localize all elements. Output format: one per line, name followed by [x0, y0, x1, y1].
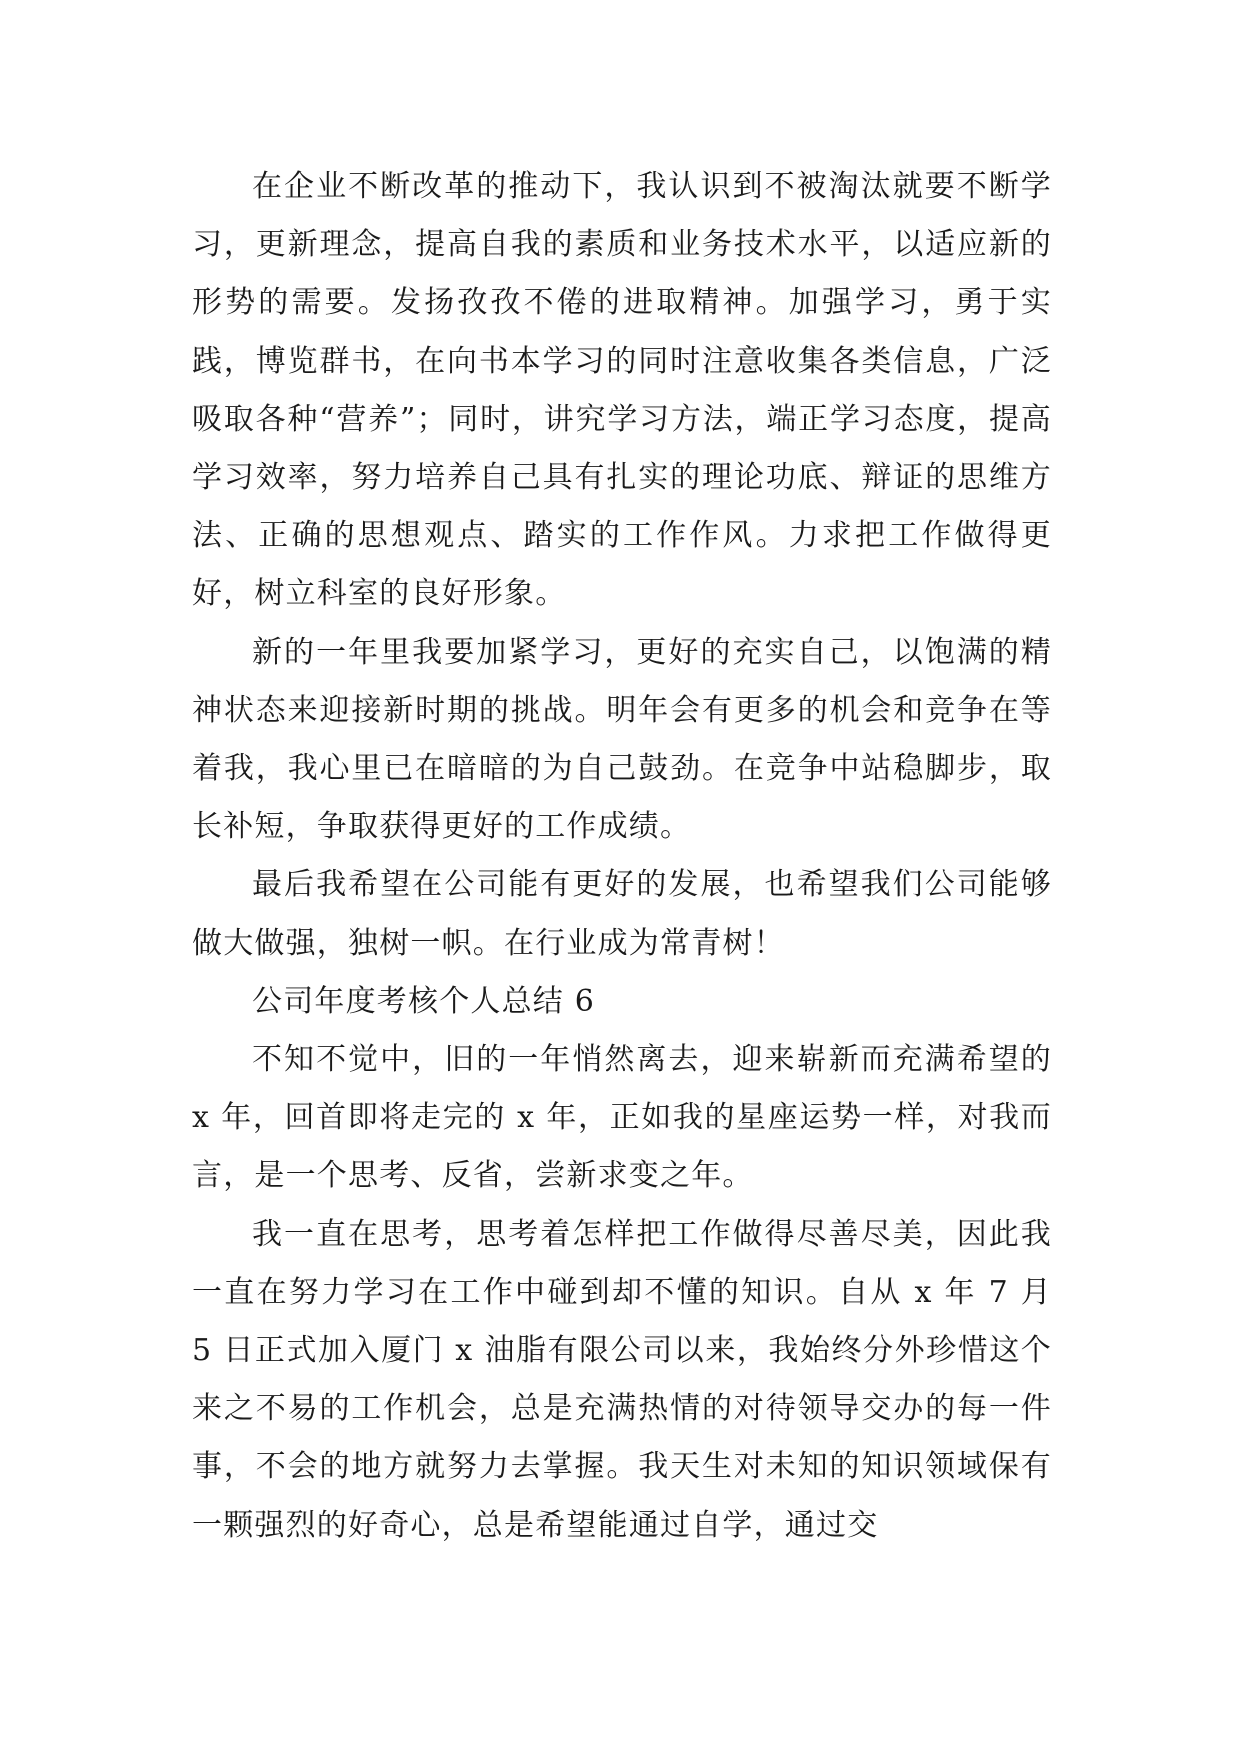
paragraph-learning: 在企业不断改革的推动下，我认识到不被淘汰就要不断学习，更新理念，提高自我的素质和业务技术水平，以适应新的形势的需要。发扬孜孜不倦的进取精神。加强学习，勇于实践，博览群书，在向书本学习的同时注意收集各类信息，广泛吸取各种“营养”；同时，讲究学习方法，端正学习态度，提高学习效率，努力培养自己具有扎实的理论功底、辩证的思维方法、正确的思想观点、踏实的工作作风。力求把工作做得更好，树立科室的良好形象。	[192, 169, 1052, 612]
document-body	[192, 158, 1052, 1555]
paragraph-company-hope: 最后我希望在公司能有更好的发展，也希望我们公司能够做大做强，独树一帜。在行业成为常青树！	[192, 867, 1052, 961]
paragraph-thinking: 我一直在思考，思考着怎样把工作做得尽善尽美，因此我一直在努力学习在工作中碰到却不懂的知识。自从 x 年 7 月 5 日正式加入厦门 x 油脂有限公司以来，我始终分外珍惜这个来之不易的工作机会，总是充满热情的对待领导交办的每一件事，不会的地方就努力去掌握。我天生对未知的知识领域保有一颗强烈的好奇心，总是希望能通过自学，通过交	[192, 1216, 1052, 1543]
paragraph-new-year: 新的一年里我要加紧学习，更好的充实自己，以饱满的精神状态来迎接新时期的挑战。明年会有更多的机会和竞争在等着我，我心里已在暗暗的为自己鼓劲。在竞争中站稳脚步，取长补短，争取获得更好的工作成绩。	[192, 634, 1052, 845]
section-heading: 公司年度考核个人总结 6	[252, 983, 596, 1019]
paragraph-year-review: 不知不觉中，旧的一年悄然离去，迎来崭新而充满希望的 x 年，回首即将走完的 x 年，正如我的星座运势一样，对我而言，是一个思考、反省，尝新求变之年。	[192, 1042, 1052, 1194]
